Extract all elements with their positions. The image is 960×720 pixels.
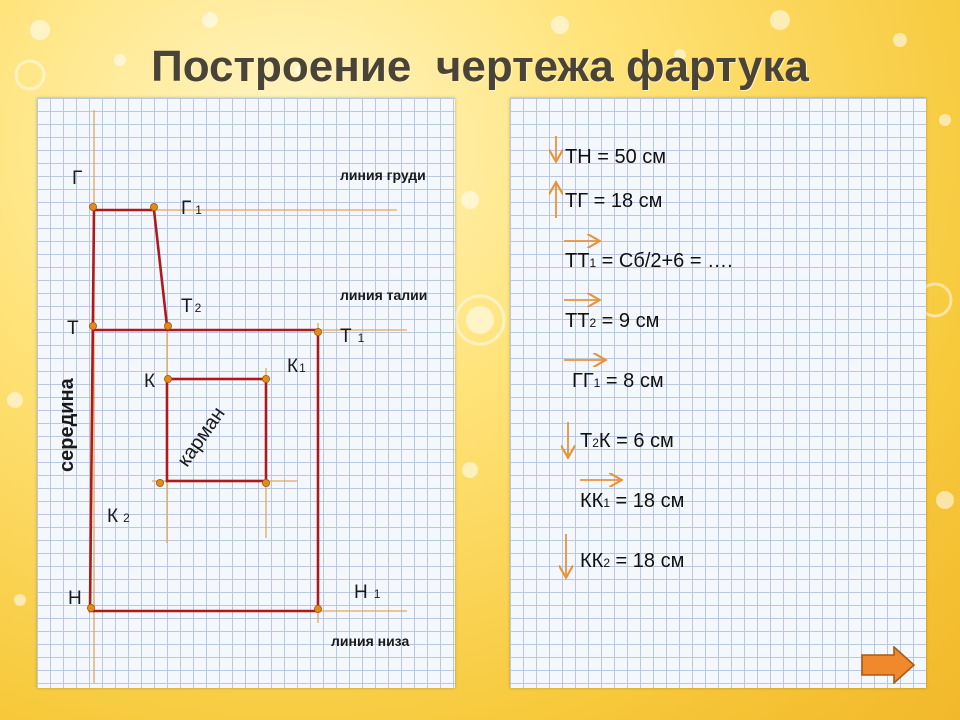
apron-outline	[90, 210, 318, 611]
point-T2	[164, 322, 171, 329]
formula-subscript: 1	[589, 256, 597, 270]
formula-KK1	[580, 490, 684, 513]
formula-text: ТТ	[565, 310, 590, 332]
label-N1-letter: Н	[354, 582, 368, 603]
formula-text: ТН = 50 см	[565, 146, 667, 168]
formula-subscript: 2	[592, 436, 599, 450]
label-T2-letter: Т	[181, 296, 193, 317]
skirt-outline	[90, 210, 318, 611]
point-T	[89, 322, 96, 329]
label-T1	[340, 326, 365, 347]
label-K2-sub: 2	[123, 511, 130, 525]
formula-T2K	[580, 430, 674, 453]
formula-subscript: 2	[589, 316, 597, 330]
pocket-label: карман	[173, 403, 230, 471]
next-slide-button[interactable]	[860, 646, 916, 684]
label-K: К	[144, 371, 156, 392]
label-K1-letter: К	[287, 356, 299, 377]
arrow-right-icon[interactable]	[862, 647, 914, 683]
waist-line-label: линия талии	[340, 287, 428, 303]
label-N1	[354, 582, 381, 603]
formula-text: = 18 см	[610, 550, 685, 572]
label-T1-letter: Т	[340, 326, 352, 347]
label-K1-sub: 1	[299, 361, 306, 375]
formula-KK2	[580, 550, 684, 573]
formula-text: = 18 см	[610, 490, 685, 512]
label-N1-sub: 1	[373, 587, 381, 601]
label-T2-sub: 2	[194, 301, 202, 315]
point-K	[164, 375, 171, 382]
formula-subscript: 2	[603, 556, 610, 570]
formula-subscript: 1	[603, 496, 610, 510]
label-K2	[107, 506, 130, 527]
formula-TT2	[565, 310, 659, 333]
formula-text: = 9 см	[596, 310, 660, 332]
label-K2-letter: К	[107, 506, 119, 527]
formula-text: ТГ = 18 см	[565, 190, 663, 212]
chest-line-label: линия груди	[340, 167, 426, 183]
formula-text: КК	[580, 490, 604, 512]
hem-line-label: линия низа	[331, 633, 410, 649]
label-N: Н	[68, 588, 82, 609]
formula-text: ГГ	[572, 370, 594, 392]
point-T1	[314, 328, 321, 335]
label-T2	[181, 296, 202, 317]
page-title: Построение чертежа фартука	[151, 42, 809, 91]
point-N	[87, 604, 94, 611]
label-T1-sub: 1	[357, 331, 365, 345]
construction-points	[87, 203, 321, 612]
point-N1	[314, 605, 321, 612]
apron-drawing	[37, 98, 455, 688]
middle-label: середина	[56, 378, 78, 472]
formula-text: = 8 см	[600, 370, 664, 392]
formula-TT1	[565, 250, 733, 273]
formula-text: К = 6 см	[598, 430, 674, 452]
point-G	[89, 203, 96, 210]
bib-outline	[94, 210, 167, 326]
formula-TG	[565, 190, 662, 213]
formulas-panel	[510, 98, 926, 688]
formula-arrows	[510, 98, 926, 688]
label-G1	[181, 198, 202, 219]
point-K1	[262, 375, 269, 382]
formula-text: КК	[580, 550, 604, 572]
label-K1	[287, 356, 306, 377]
formula-text: = Сб/2+6 = ….	[596, 250, 733, 272]
point-G1	[150, 203, 157, 210]
formula-TN	[565, 146, 666, 169]
formula-GG1	[572, 370, 664, 393]
label-G1-letter: Г	[181, 198, 192, 219]
label-T: Т	[67, 318, 79, 339]
formula-text: Т	[580, 430, 593, 452]
formula-subscript: 1	[593, 376, 601, 390]
drawing-panel	[37, 98, 455, 688]
point-K3	[262, 479, 269, 486]
formula-text: ТТ	[565, 250, 590, 272]
label-G1-sub: 1	[195, 203, 202, 217]
label-G: Г	[72, 168, 83, 189]
point-K2	[156, 479, 163, 486]
